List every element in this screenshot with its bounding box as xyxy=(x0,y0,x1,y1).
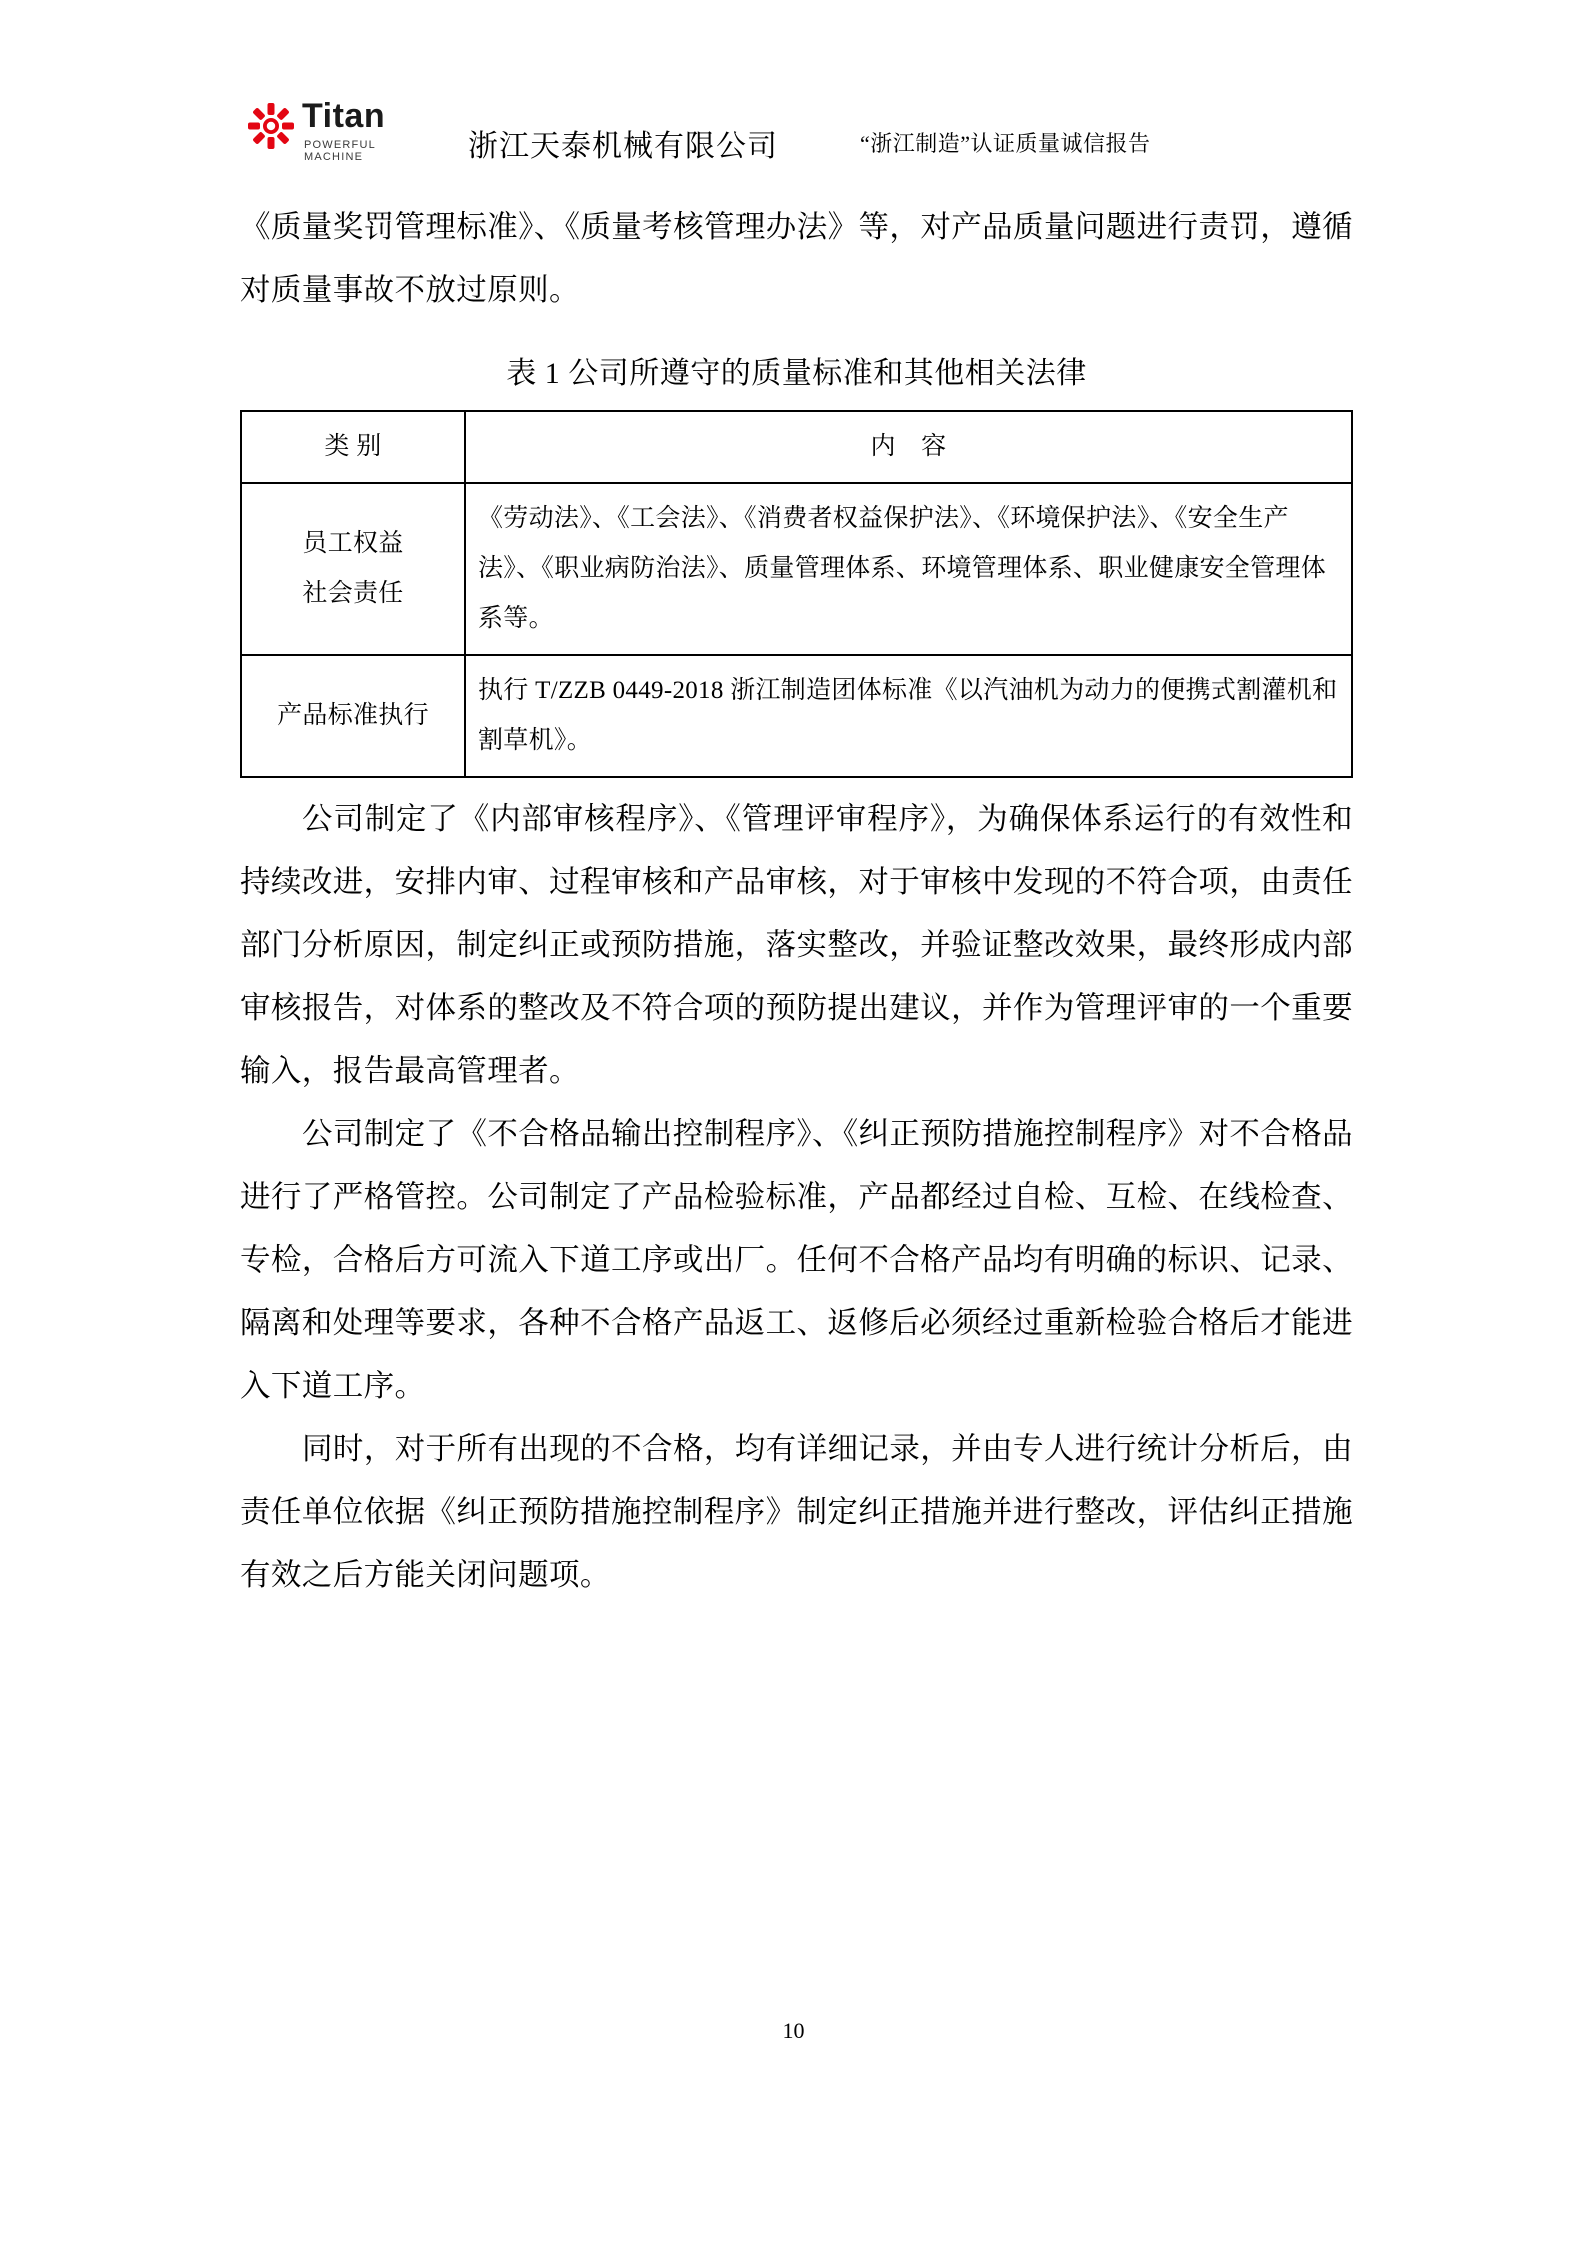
document-content xyxy=(240,196,1353,1607)
category-line-1: 员工权益 xyxy=(302,530,404,557)
table-row xyxy=(241,655,1352,777)
table-cell-content: 执行 T/ZZB 0449-2018 浙江制造团体标准《以汽油机为动力的便携式割灌机和割草机》。 xyxy=(465,655,1352,777)
company-name: 浙江天泰机械有限公司 xyxy=(468,130,778,163)
page-header xyxy=(240,95,1355,185)
paragraph-1: 公司制定了《内部审核程序》、《管理评审程序》，为确保体系运行的有效性和持续改进，安排内审、过程审核和产品审核，对于审核中发现的不符合项，由责任部门分析原因，制定纠正或预防措施，落实整改，并验证整改效果，最终形成内部审核报告，对体系的整改及不符合项的预防提出建议，并作为管理评审的一个重要输入，报告最高管理者。 xyxy=(240,802,1353,1088)
table-cell-category xyxy=(241,483,465,655)
standards-table xyxy=(240,410,1353,778)
paragraph-continued: 《质量奖罚管理标准》、《质量考核管理办法》等，对产品质量问题进行责罚，遵循对质量事故不放过原则。 xyxy=(240,210,1353,307)
table-row xyxy=(241,483,1352,655)
paragraph-2: 公司制定了《不合格品输出控制程序》、《纠正预防措施控制程序》对不合格品进行了严格管控。公司制定了产品检验标准，产品都经过自检、互检、在线检查、专检，合格后方可流入下道工序或出厂。任何不合格产品均有明确的标识、记录、隔离和处理等要求，各种不合格产品返工、返修后必须经过重新检验合格后才能进入下道工序。 xyxy=(240,1117,1353,1403)
titan-logo xyxy=(240,95,430,167)
table-header-row xyxy=(241,411,1352,483)
table-header-category: 类 别 xyxy=(241,411,465,483)
table-cell-category: 产品标准执行 xyxy=(241,655,465,777)
gear-icon xyxy=(248,103,294,149)
paragraph-3: 同时，对于所有出现的不合格，均有详细记录，并由专人进行统计分析后，由责任单位依据《纠正预防措施控制程序》制定纠正措施并进行整改，评估纠正措施有效之后方能关闭问题项。 xyxy=(240,1432,1353,1592)
table-header-content: 内 容 xyxy=(465,411,1352,483)
logo-tagline: POWERFUL MACHINE xyxy=(304,139,376,163)
report-title: “浙江制造”认证质量诚信报告 xyxy=(860,131,1151,156)
logo-wordmark: Titan xyxy=(302,97,386,135)
page-number: 10 xyxy=(782,2018,805,2043)
category-line-2: 社会责任 xyxy=(302,580,404,607)
table-cell-content: 《劳动法》、《工会法》、《消费者权益保护法》、《环境保护法》、《安全生产法》、《职业病防治法》、质量管理体系、环境管理体系、职业健康安全管理体系等。 xyxy=(465,483,1352,655)
table-caption: 表 1 公司所遵守的质量标准和其他相关法律 xyxy=(506,357,1087,390)
